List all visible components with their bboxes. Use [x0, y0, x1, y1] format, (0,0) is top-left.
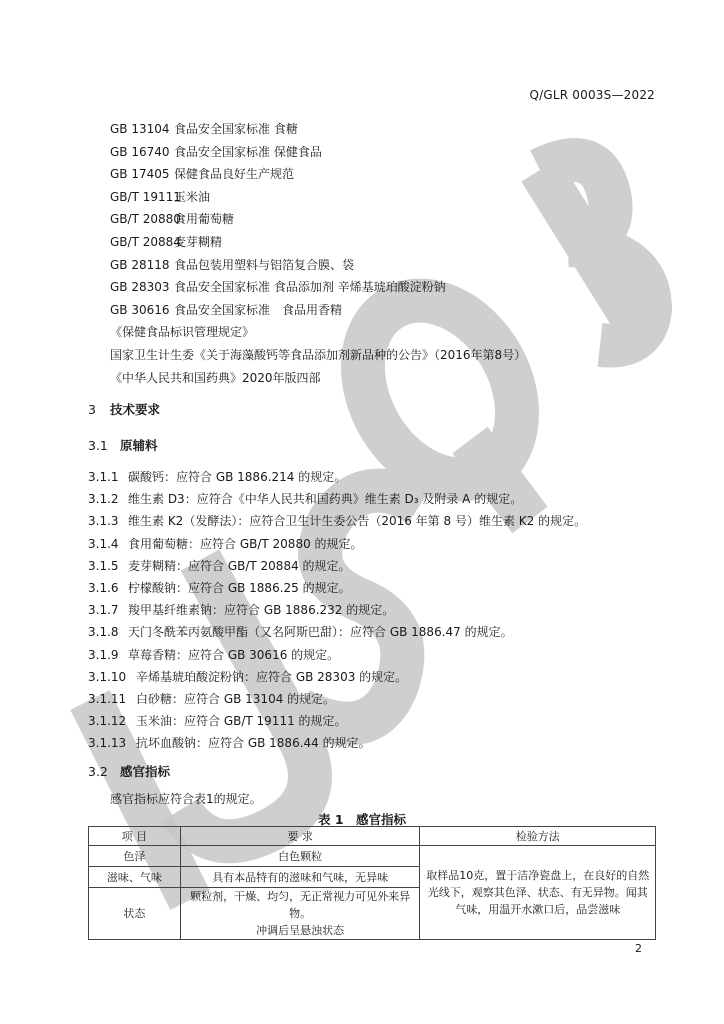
- reference-item: [110, 321, 670, 344]
- material-text: 食用葡萄糖：应符合 GB/T 20880 的规定。: [128, 536, 363, 551]
- reference-item: [110, 299, 670, 322]
- material-number: 3.1.7: [88, 603, 119, 618]
- section-number: 3: [88, 402, 96, 417]
- material-item: [88, 577, 668, 599]
- header-cell-item: 项 目: [89, 827, 181, 846]
- material-number: 3.1.11: [88, 691, 127, 706]
- section-number: 3.1: [88, 438, 108, 453]
- reference-title: 玉米油: [174, 189, 211, 204]
- reference-list: [110, 118, 670, 389]
- table-header-row: [89, 827, 656, 846]
- table-caption: 表 1 感官指标: [317, 812, 407, 827]
- section-number: 3.2: [88, 764, 108, 779]
- material-item: [88, 599, 668, 621]
- material-text: 麦芽糊精：应符合 GB/T 20884 的规定。: [128, 558, 351, 573]
- material-item: [88, 732, 668, 754]
- sensory-intro: 感官指标应符合表1的规定。: [110, 792, 262, 806]
- section-title: 原辅料: [120, 438, 158, 453]
- reference-item: [110, 208, 670, 231]
- material-number: 3.1.2: [88, 492, 119, 507]
- header-cell-method: 检验方法: [420, 827, 656, 846]
- row-requirement: 白色颗粒: [180, 846, 420, 867]
- row-item: 滋味、气味: [89, 867, 181, 888]
- material-text: 玉米油：应符合 GB/T 19111 的规定。: [136, 714, 347, 729]
- reference-item: [110, 163, 670, 186]
- reference-item: [110, 118, 670, 141]
- material-text: 碳酸钙：应符合 GB 1886.214 的规定。: [128, 470, 347, 484]
- reference-item: [110, 276, 670, 299]
- reference-title: 《保健食品标识管理规定》: [110, 325, 255, 340]
- reference-item: [110, 344, 670, 367]
- material-number: 3.1.13: [88, 736, 127, 751]
- reference-code: GB 17405: [110, 167, 170, 182]
- material-number: 3.1.10: [88, 669, 127, 684]
- material-item: [88, 621, 668, 643]
- material-item: [88, 466, 668, 488]
- reference-item: [110, 254, 670, 277]
- reference-code: GB 28118: [110, 257, 170, 272]
- reference-code: GB/T 20884: [110, 234, 181, 249]
- section-heading-3-2: [88, 762, 170, 780]
- reference-item: [110, 367, 670, 390]
- material-item: [88, 555, 668, 577]
- reference-title: 食品安全国家标准 食糖: [174, 122, 298, 136]
- materials-list: [88, 466, 668, 754]
- reference-title: 食品包装用塑料与铝箔复合膜、袋: [174, 257, 355, 272]
- material-number: 3.1.4: [88, 536, 119, 551]
- method-cell: [420, 846, 656, 940]
- requirement-line: 颗粒剂，干燥、均匀，无正常视力可见外来异物。: [190, 890, 411, 920]
- section-title: 技术要求: [110, 402, 161, 417]
- material-number: 3.1.12: [88, 714, 127, 729]
- reference-item: [110, 141, 670, 164]
- material-text: 维生素 K2（发酵法）：应符合卫生计生委公告（2016 年第 8 号）维生素 K2 的规定。: [128, 514, 587, 529]
- material-text: 草莓香精：应符合 GB 30616 的规定。: [128, 647, 340, 662]
- row-item: 色泽: [89, 846, 181, 867]
- material-item: [88, 688, 668, 710]
- document-code: Q/GLR 0003S—2022: [529, 88, 655, 102]
- page-number: 2: [635, 942, 642, 955]
- reference-title: 食用葡萄糖: [174, 212, 235, 227]
- row-requirement: [180, 888, 420, 940]
- material-text: 白砂糖：应符合 GB 13104 的规定。: [136, 691, 336, 706]
- header-cell-requirement: 要 求: [180, 827, 420, 846]
- reference-code: GB/T 20880: [110, 212, 181, 227]
- reference-title: 食品安全国家标准 保健食品: [174, 144, 322, 159]
- method-line: 光线下，观察其色泽、状态、有无异物。闻其: [427, 886, 648, 899]
- material-number: 3.1.1: [88, 470, 119, 484]
- section-title: 感官指标: [120, 764, 171, 779]
- reference-title: 保健食品良好生产规范: [174, 167, 295, 182]
- material-text: 羧甲基纤维素钠：应符合 GB 1886.232 的规定。: [128, 603, 395, 618]
- material-number: 3.1.3: [88, 514, 119, 529]
- material-item: [88, 510, 668, 532]
- method-line: 取样品10克，置于洁净瓷盘上，在良好的自然: [426, 869, 650, 882]
- material-text: 辛烯基琥珀酸淀粉钠：应符合 GB 28303 的规定。: [136, 669, 408, 684]
- material-number: 3.1.9: [88, 647, 119, 662]
- material-item: [88, 533, 668, 555]
- reference-title: 国家卫生计生委《关于海藻酸钙等食品添加剂新品种的公告》（2016年第8号）: [110, 347, 527, 362]
- material-number: 3.1.6: [88, 580, 119, 595]
- reference-item: [110, 186, 670, 209]
- reference-title: 麦芽糊精: [174, 234, 223, 249]
- table-row: [89, 846, 656, 867]
- material-item: [88, 666, 668, 688]
- material-item: [88, 488, 668, 510]
- reference-title: 《中华人民共和国药典》2020年版四部: [110, 370, 321, 385]
- reference-code: GB 16740: [110, 144, 170, 159]
- material-number: 3.1.8: [88, 625, 119, 640]
- reference-item: [110, 231, 670, 254]
- reference-title: 食品安全国家标准 食品用香精: [174, 302, 343, 317]
- section-heading-3: [88, 400, 160, 418]
- material-item: [88, 710, 668, 732]
- method-line: 气味，用温开水漱口后，品尝滋味: [455, 903, 621, 916]
- section-heading-3-1: [88, 436, 158, 454]
- material-text: 柠檬酸钠：应符合 GB 1886.25 的规定。: [128, 580, 351, 595]
- material-text: 天门冬酰苯丙氨酸甲酯（又名阿斯巴甜）：应符合 GB 1886.47 的规定。: [128, 625, 513, 640]
- reference-title: 食品安全国家标准 食品添加剂 辛烯基琥珀酸淀粉钠: [174, 280, 446, 295]
- row-requirement: 具有本品特有的滋味和气味，无异味: [180, 867, 420, 888]
- material-number: 3.1.5: [88, 558, 119, 573]
- material-text: 抗坏血酸钠：应符合 GB 1886.44 的规定。: [136, 736, 371, 751]
- material-item: [88, 644, 668, 666]
- reference-code: GB/T 19111: [110, 189, 181, 204]
- sensory-table: [88, 826, 656, 940]
- material-text: 维生素 D3：应符合《中华人民共和国药典》维生素 D₃ 及附录 A 的规定。: [128, 492, 523, 507]
- requirement-line: 冲调后呈悬浊状态: [256, 924, 345, 937]
- row-item: 状态: [89, 888, 181, 940]
- reference-code: GB 30616: [110, 302, 170, 317]
- reference-code: GB 28303: [110, 280, 170, 295]
- reference-code: GB 13104: [110, 122, 170, 136]
